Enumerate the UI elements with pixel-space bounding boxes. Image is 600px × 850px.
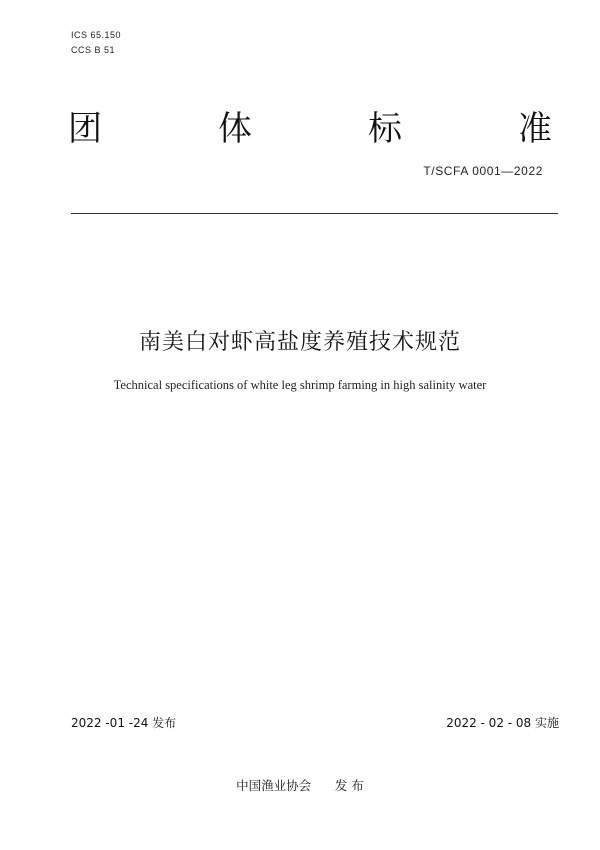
issuing-organization: 中国渔业协会 发 布 xyxy=(236,778,364,793)
issue-date: 2022 -01 -24 发布 xyxy=(71,716,177,730)
document-title-chinese: 南美白对虾高盐度养殖技术规范 xyxy=(138,330,461,355)
classification-codes xyxy=(71,28,121,58)
ics-code: ICS 65.150 xyxy=(71,30,122,40)
standard-number: T/SCFA 0001—2022 xyxy=(423,164,543,178)
standard-type-char-1: 团 xyxy=(68,108,102,149)
document-title-english: Technical specifications of white leg shrimp farming in high salinity water xyxy=(113,378,487,392)
standard-type-char-3: 标 xyxy=(368,108,402,149)
ccs-code: CCS B 51 xyxy=(71,45,116,55)
standard-type-char-4: 准 xyxy=(518,108,552,149)
standard-type-char-2: 体 xyxy=(218,108,252,149)
header-divider xyxy=(71,213,558,214)
implementation-date: 2022 - 02 - 08 实施 xyxy=(446,716,559,730)
standard-type-heading xyxy=(68,100,552,150)
